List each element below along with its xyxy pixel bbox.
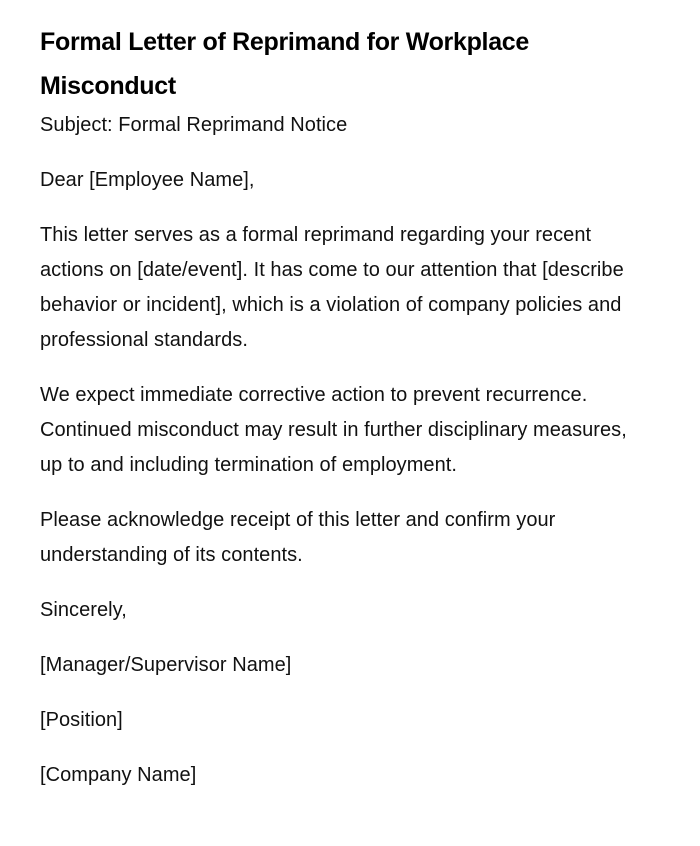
signature-company: [Company Name] [40, 764, 197, 786]
letter-closing: Sincerely, [40, 599, 127, 621]
letter-subject: Subject: Formal Reprimand Notice [40, 114, 348, 136]
letter-title: Formal Letter of Reprimand for Workplace Misconduct [40, 28, 530, 100]
letter-body-paragraph-2: We expect immediate corrective action to prevent recurrence. Continued misconduct may result in further disciplinary measures, up to and including termination of employment. [40, 384, 627, 476]
letter-body-paragraph-1: This letter serves as a formal reprimand regarding your recent actions on [date/event]. It has come to our attention that [describe behavior or incident], which is a violation of company policies and professional standards. [40, 224, 624, 351]
signature-position: [Position] [40, 709, 123, 731]
letter-body-paragraph-3: Please acknowledge receipt of this letter and confirm your understanding of its contents. [40, 509, 556, 566]
letter-document [40, 20, 650, 813]
letter-salutation: Dear [Employee Name], [40, 169, 255, 191]
signature-name: [Manager/Supervisor Name] [40, 654, 292, 676]
